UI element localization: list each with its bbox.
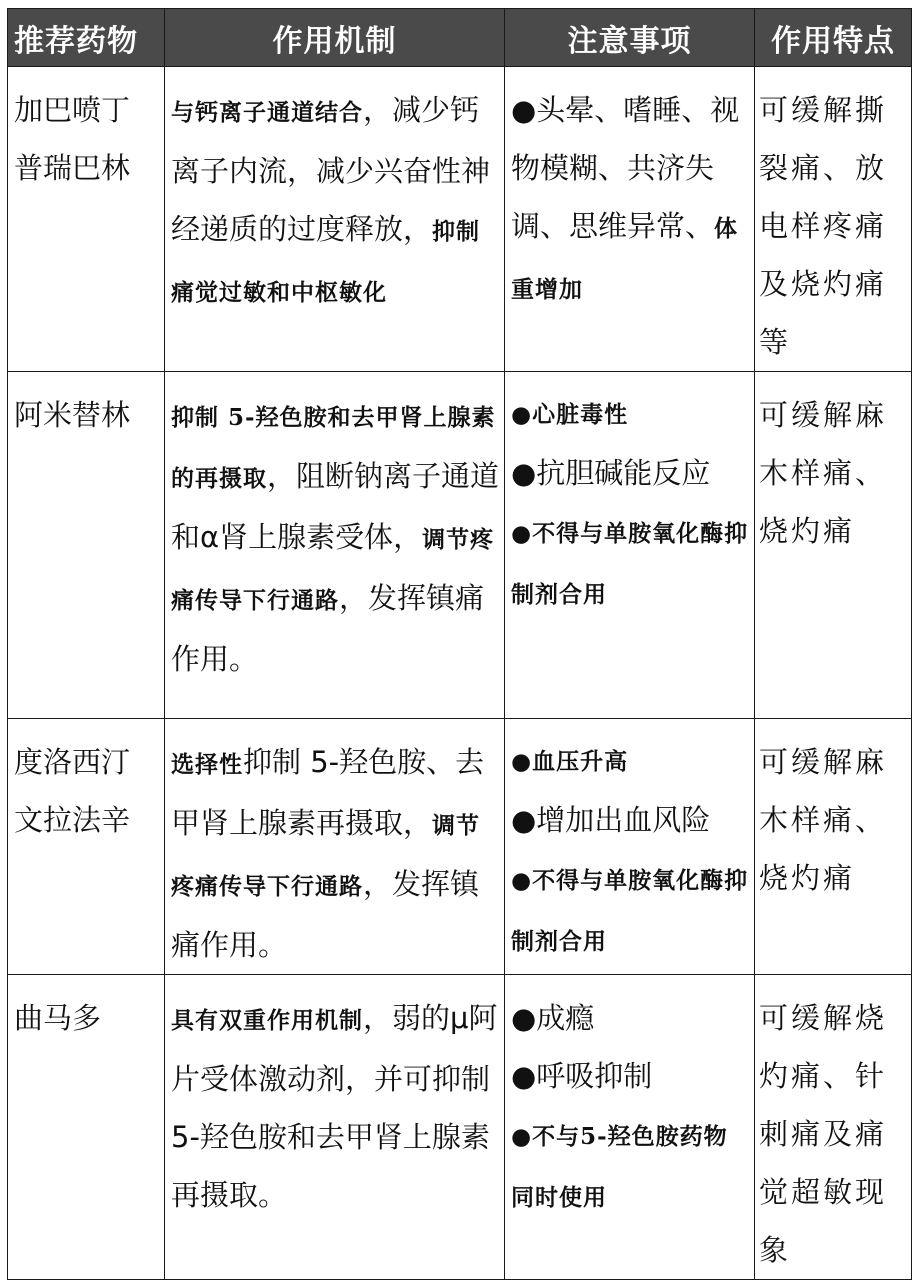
table-row [8, 67, 912, 372]
drug-name: 度洛西汀 文拉法辛 [14, 745, 131, 837]
drug-name: 曲马多 [14, 1001, 102, 1035]
feature-text: 可缓解烧灼痛、针刺痛及痛觉超敏现象 [759, 1001, 888, 1267]
caution-text: ●抗胆碱能反应 [511, 456, 711, 490]
caution-cell [505, 719, 755, 975]
table-header-row [8, 9, 912, 67]
drug-cell [8, 719, 165, 975]
feature-text: 可缓解撕裂痛、放电样疼痛及烧灼痛等 [759, 93, 888, 359]
caution-text: ●增加出血风险 [511, 803, 711, 837]
caution-text: ●头晕、嗜睡、视物模糊、共济失调、思维异常、 [511, 93, 740, 243]
mechanism-text: ，发挥镇痛作用。 [171, 867, 480, 962]
drug-table [7, 8, 912, 1280]
caution-emphasis: ●心脏毒性 [511, 401, 629, 428]
mechanism-emphasis: 具有双重作用机制 [171, 1007, 363, 1034]
caution-emphasis: ●血压升高 [511, 748, 629, 775]
drug-name: 加巴喷丁 普瑞巴林 [14, 93, 131, 185]
drug-cell [8, 975, 165, 1280]
header-feature: 作用特点 [755, 9, 912, 67]
caution-emphasis: ●不得与单胺氧化酶抑制剂合用 [511, 867, 749, 955]
mechanism-text: ，减少钙离子内流，减少兴奋性神经递质的过度释放， [171, 93, 491, 246]
mechanism-cell [165, 975, 505, 1280]
feature-text: 可缓解麻木样痛、烧灼痛 [759, 398, 888, 548]
caution-emphasis: 体重增加 [511, 215, 739, 303]
mechanism-emphasis: 抑制 5-羟色胺和去甲肾上腺素的再摄取 [171, 404, 496, 492]
caution-cell [505, 975, 755, 1280]
mechanism-text: ，弱的μ阿片受体激动剂，并可抑制 5-羟色胺和去甲肾上腺素再摄取。 [171, 1001, 498, 1212]
mechanism-cell [165, 719, 505, 975]
table-row [8, 975, 912, 1280]
drug-cell [8, 67, 165, 372]
feature-cell [755, 372, 912, 719]
feature-cell [755, 67, 912, 372]
mechanism-emphasis: 调节疼痛传导下行通路 [171, 812, 481, 900]
caution-emphasis: ●不与5-羟色胺药物同时使用 [511, 1123, 728, 1211]
mechanism-cell [165, 67, 505, 372]
mechanism-cell [165, 372, 505, 719]
caution-text: ●成瘾 [511, 1001, 595, 1035]
caution-emphasis: ●不得与单胺氧化酶抑制剂合用 [511, 520, 749, 608]
drug-cell [8, 372, 165, 719]
mechanism-emphasis: 抑制痛觉过敏和中枢敏化 [171, 218, 481, 306]
drug-name: 阿米替林 [14, 398, 131, 432]
caution-cell [505, 67, 755, 372]
feature-cell [755, 719, 912, 975]
mechanism-text: ，阻断钠离子通道和α肾上腺素受体， [171, 459, 500, 554]
mechanism-emphasis: 调节疼痛传导下行通路 [171, 526, 495, 614]
mechanism-text: ，发挥镇痛作用。 [171, 581, 485, 676]
header-drug: 推荐药物 [8, 9, 165, 67]
feature-text: 可缓解麻木样痛、烧灼痛 [759, 745, 888, 895]
table-row [8, 372, 912, 719]
table-row [8, 719, 912, 975]
mechanism-emphasis: 与钙离子通道结合 [171, 99, 363, 126]
header-mechanism: 作用机制 [165, 9, 505, 67]
caution-cell [505, 372, 755, 719]
feature-cell [755, 975, 912, 1280]
mechanism-text: 抑制 5-羟色胺、去甲肾上腺素再摄取， [171, 745, 485, 840]
caution-text: ●呼吸抑制 [511, 1059, 653, 1093]
header-caution: 注意事项 [505, 9, 755, 67]
mechanism-emphasis: 选择性 [171, 751, 243, 778]
